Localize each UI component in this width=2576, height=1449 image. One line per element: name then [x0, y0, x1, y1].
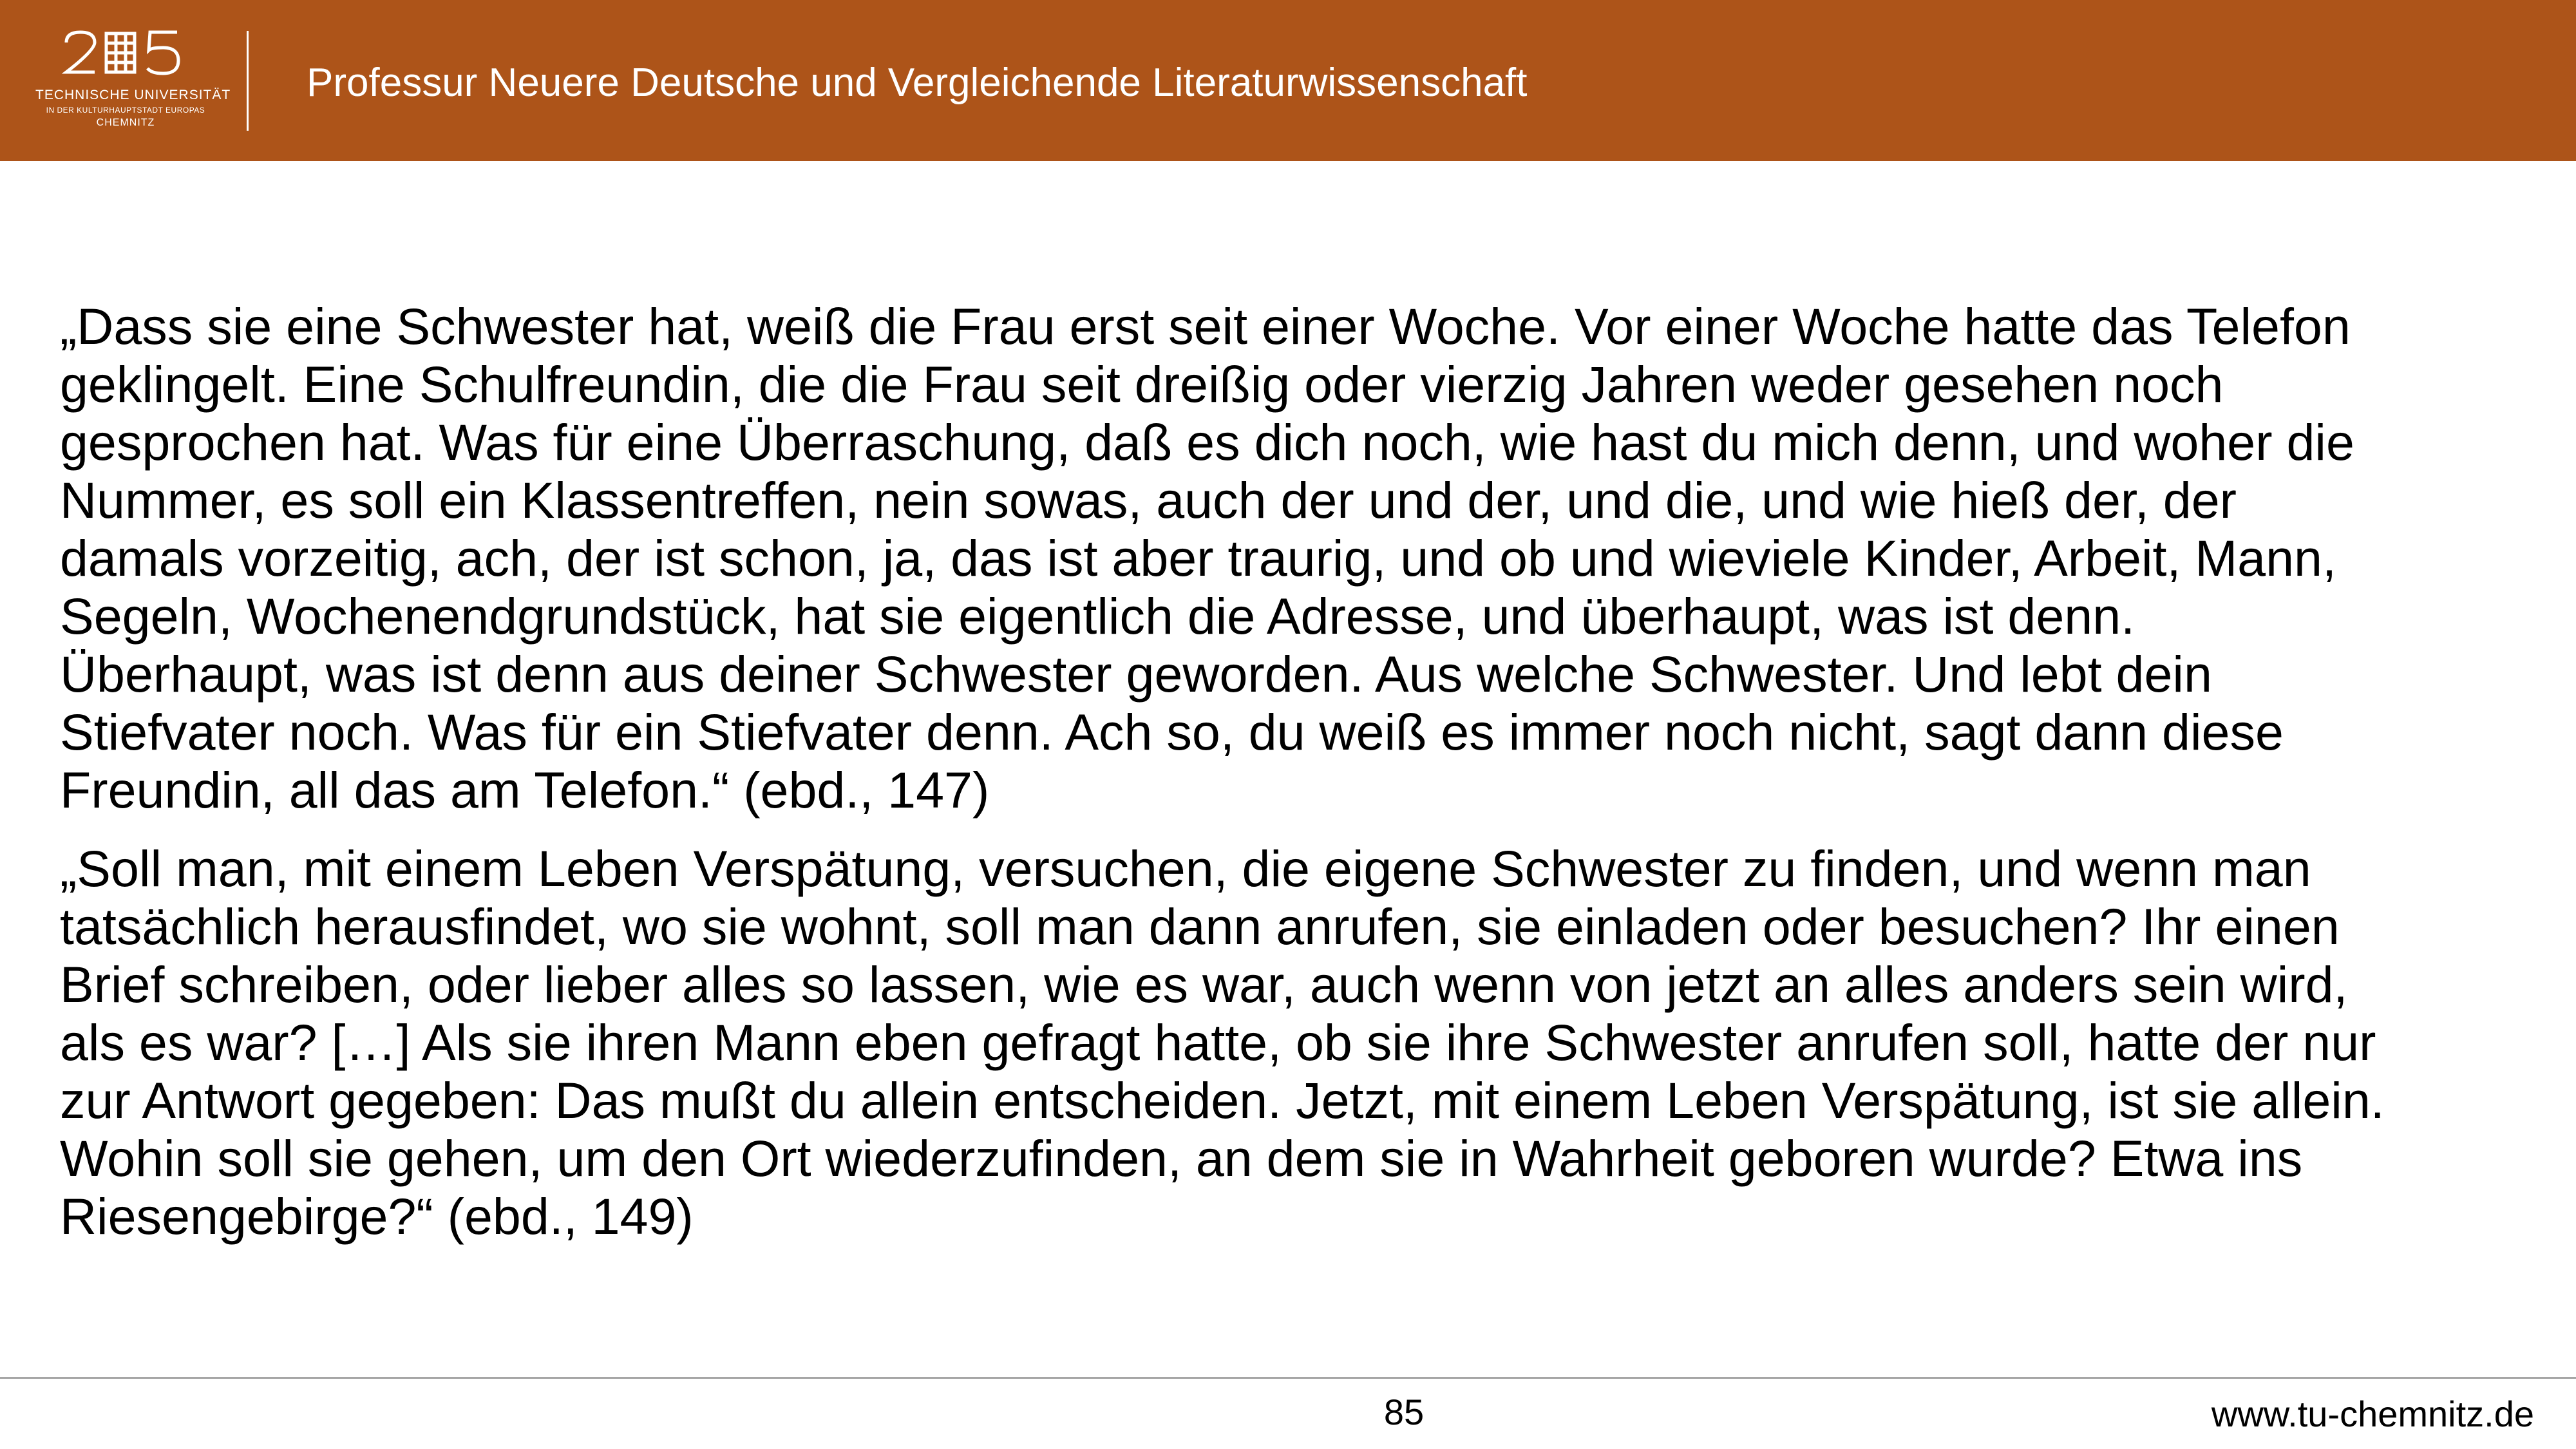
header-divider	[247, 31, 249, 131]
text-line: „Dass sie eine Schwester hat, weiß die Frau erst seit einer Woche. Vor einer Woche hatte das Telefon	[60, 298, 2351, 355]
text-line: Nummer, es soll ein Klassentreffen, nein sowas, auch der und der, und die, und wie hieß der, der	[60, 471, 2237, 529]
text-line: „Soll man, mit einem Leben Verspätung, versuchen, die eigene Schwester zu finden, und wenn man	[60, 840, 2311, 897]
quote-paragraph	[60, 298, 2533, 819]
website-link[interactable]: www.tu-chemnitz.de	[2211, 1394, 2534, 1434]
footer-divider	[0, 1377, 2576, 1379]
text-line: tatsächlich herausfindet, wo sie wohnt, soll man dann anrufen, sie einladen oder besuchen? Ihr einen	[60, 898, 2340, 955]
text-line: Segeln, Wochenendgrundstück, hat sie eigentlich die Adresse, und überhaupt, was ist denn.	[60, 587, 2136, 645]
header-bar	[0, 0, 2576, 161]
text-line: als es war? […] Als sie ihren Mann eben gefragt hatte, ob sie ihre Schwester anrufen soll, hatte der nur	[60, 1014, 2376, 1071]
logo-mark-icon	[61, 28, 190, 80]
text-line: Brief schreiben, oder lieber alles so lassen, wie es war, auch wenn von jetzt an alles anders sein wird,	[60, 956, 2348, 1013]
text-line: Freundin, all das am Telefon.“ (ebd., 147)	[60, 761, 990, 819]
text-line: Riesengebirge?“ (ebd., 149)	[60, 1188, 694, 1245]
text-line: damals vorzeitig, ach, der ist schon, ja, das ist aber traurig, und ob und wieviele Kinder, Arbeit, Mann,	[60, 529, 2336, 587]
university-logo	[35, 28, 231, 135]
text-line: geklingelt. Eine Schulfreundin, die die Frau seit dreißig oder vierzig Jahren weder gesehen noch	[60, 355, 2224, 413]
logo-text-university: TECHNISCHE UNIVERSITÄT	[35, 88, 231, 102]
text-line: zur Antwort gegeben: Das mußt du allein entscheiden. Jetzt, mit einem Leben Verspätung, ist sie allein.	[60, 1072, 2385, 1129]
page-number: 85	[1383, 1392, 1425, 1432]
text-line: Überhaupt, was ist denn aus deiner Schwester geworden. Aus welche Schwester. Und lebt dein	[60, 645, 2212, 703]
text-line: Wohin soll sie gehen, um den Ort wiederzufinden, an dem sie in Wahrheit geboren wurde? Etwa ins	[60, 1130, 2303, 1187]
logo-text-city: CHEMNITZ	[96, 117, 155, 128]
header-title: Professur Neuere Deutsche und Vergleichende Literaturwissenschaft	[307, 61, 1528, 105]
text-line: Stiefvater noch. Was für ein Stiefvater denn. Ach so, du weiß es immer noch nicht, sagt dann diese	[60, 703, 2284, 761]
text-line: gesprochen hat. Was für eine Überraschung, daß es dich noch, wie hast du mich denn, und woher die	[60, 413, 2354, 471]
slide-content	[60, 298, 2533, 1245]
quote-paragraph	[60, 840, 2533, 1245]
logo-text-subtitle: IN DER KULTURHAUPTSTADT EUROPAS	[46, 106, 205, 115]
